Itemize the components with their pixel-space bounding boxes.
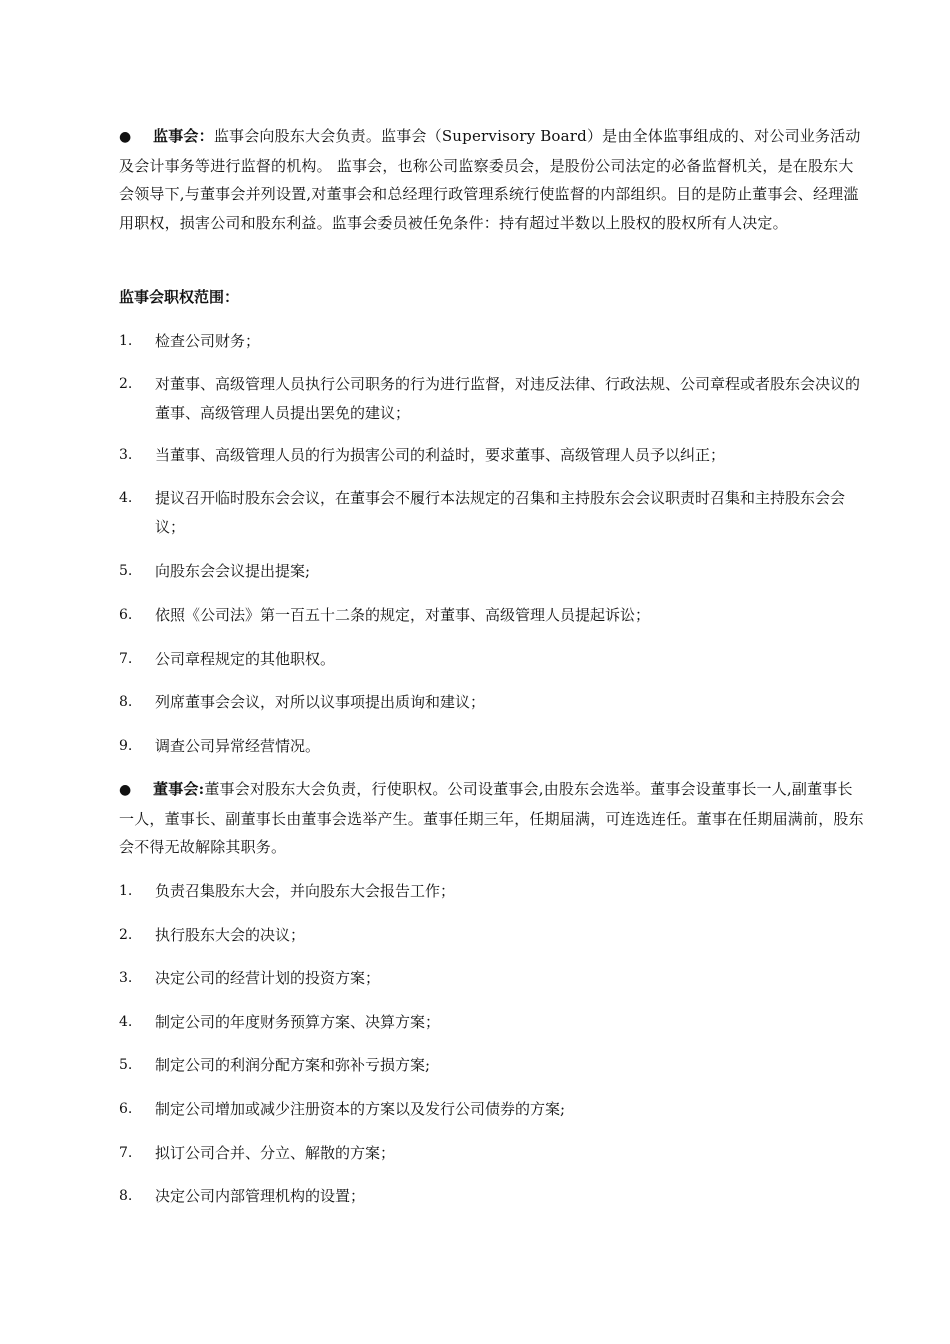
board-term: 董事会:	[153, 780, 205, 798]
list-text: 对董事、高级管理人员执行公司职务的行为进行监督，对违反法律、行政法规、公司章程或者股东会决议的董事、高级管理人员提出罢免的建议；	[155, 375, 861, 422]
list-item	[119, 557, 867, 586]
list-text: 制定公司增加或减少注册资本的方案以及发行公司债券的方案;	[155, 1100, 566, 1118]
list-text: 拟订公司合并、分立、解散的方案；	[155, 1144, 396, 1162]
bullet-icon: ●	[119, 129, 132, 145]
supervisory-term: 监事会：	[153, 127, 214, 145]
list-number: 6.	[119, 1101, 133, 1117]
list-number: 4.	[119, 490, 133, 506]
list-number: 3.	[119, 970, 133, 986]
list-item	[119, 645, 867, 674]
list-number: 9.	[119, 738, 133, 754]
list-text: 制定公司的利润分配方案和弥补亏损方案;	[155, 1056, 431, 1074]
list-text: 执行股东大会的决议；	[155, 926, 306, 944]
list-item	[119, 732, 867, 761]
list-number: 3.	[119, 447, 133, 463]
list-item	[119, 688, 867, 717]
list-item	[119, 484, 867, 541]
list-item	[119, 1095, 867, 1124]
list-text: 调查公司异常经营情况。	[155, 737, 321, 755]
supervisory-scope-heading: 监事会职权范围：	[119, 288, 240, 306]
list-number: 8.	[119, 1188, 133, 1204]
list-number: 5.	[119, 1057, 133, 1073]
list-text: 公司章程规定的其他职权。	[155, 650, 336, 668]
list-number: 8.	[119, 694, 133, 710]
list-text: 决定公司内部管理机构的设置；	[155, 1187, 366, 1205]
list-number: 7.	[119, 651, 133, 667]
list-item	[119, 1008, 867, 1037]
list-number: 1.	[119, 333, 133, 349]
supervisory-text: 监事会向股东大会负责。监事会（Supervisory Board）是由全体监事组成的、对公司业务活动及会计事务等进行监督的机构。 监事会，也称公司监察委员会，是股份公司法定的必备监督机关，是在股东大会领导下,与董事会并列设置,对董事会和总经理行政管理系统行使监督的内部组织。目的是防止董事会、经理滥用职权，损害公司和股东利益。监事会委员被任免条件：持有超过半数以上股权的股权所有人决定。	[119, 127, 861, 232]
list-item	[119, 370, 867, 427]
list-text: 列席董事会会议，对所以议事项提出质询和建议；	[155, 693, 486, 711]
board-text: 董事会对股东大会负责，行使职权。公司设董事会,由股东会选举。董事会设董事长一人,副董事长一人，董事长、副董事长由董事会选举产生。董事任期三年，任期届满，可连选连任。董事在任期届满前，股东会不得无故解除其职务。	[119, 780, 864, 857]
list-text: 提议召开临时股东会会议，在董事会不履行本法规定的召集和主持股东会会议职责时召集和主持股东会会议；	[155, 489, 846, 536]
supervisory-paragraph	[119, 122, 867, 237]
list-item	[119, 1139, 867, 1168]
list-text: 检查公司财务；	[155, 332, 261, 350]
list-number: 1.	[119, 883, 133, 899]
list-item	[119, 601, 867, 630]
list-number: 7.	[119, 1145, 133, 1161]
list-number: 2.	[119, 927, 133, 943]
list-item	[119, 921, 867, 950]
board-paragraph	[119, 775, 867, 862]
list-item	[119, 1051, 867, 1080]
list-item	[119, 327, 867, 356]
list-number: 5.	[119, 563, 133, 579]
list-text: 负责召集股东大会，并向股东大会报告工作；	[155, 882, 456, 900]
list-number: 4.	[119, 1014, 133, 1030]
list-text: 决定公司的经营计划的投资方案；	[155, 969, 381, 987]
list-item	[119, 1182, 867, 1211]
bullet-icon: ●	[119, 782, 132, 798]
list-text: 向股东会会议提出提案;	[155, 562, 311, 580]
list-text: 依照《公司法》第一百五十二条的规定，对董事、高级管理人员提起诉讼；	[155, 606, 651, 624]
list-item	[119, 441, 867, 470]
list-number: 6.	[119, 607, 133, 623]
list-text: 当董事、高级管理人员的行为损害公司的利益时，要求董事、高级管理人员予以纠正；	[155, 446, 726, 464]
list-number: 2.	[119, 376, 133, 392]
list-item	[119, 877, 867, 906]
list-item	[119, 964, 867, 993]
list-text: 制定公司的年度财务预算方案、决算方案；	[155, 1013, 441, 1031]
